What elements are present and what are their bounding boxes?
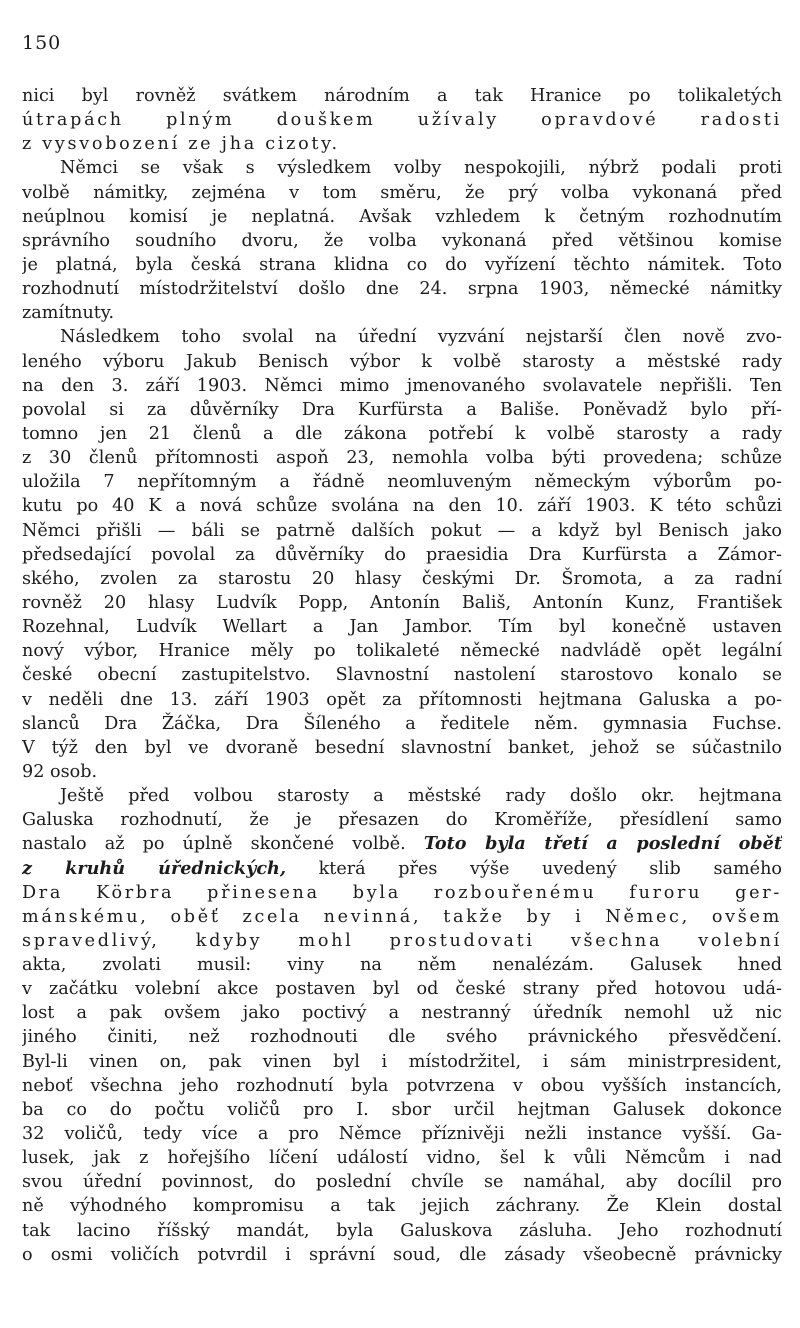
text-line: je platná, byla česká strana klidna co do vyřízení těchto námitek. Toto [22, 254, 782, 275]
text-line: tomno jen 21 členů a dle zákona potřebí k volbě starosty a rady [22, 423, 782, 444]
text-line: nastalo až po úplně skončené volbě. Toto byla třetí a poslední oběť [22, 833, 782, 855]
text-line: o osmi voličích potvrdil i správní soud, dle zásady všeobecně právnicky [22, 1244, 782, 1265]
text-line: slanců Dra Žáčka, Dra Šíleného a ředitele něm. gymnasia Fuchse. [22, 713, 782, 734]
text-line: neboť všechna jeho rozhodnutí byla potvrzena v obou vyšších instancích, [22, 1075, 782, 1096]
text-line: Ještě před volbou starosty a městské rady došlo okr. hejtmana [60, 786, 782, 807]
text-line: kutu po 40 K a nová schůze svolána na den 10. září 1903. K této schůzi [22, 496, 782, 517]
text-line: v neděli dne 13. září 1903 opět za přítomnosti hejtmana Galuska a po- [22, 689, 782, 710]
text-line: svou úřední povinnost, do poslední chvíle se namáhal, aby docílil pro [22, 1172, 782, 1193]
body-text [22, 84, 782, 1267]
text-line: lost a pak ovšem jako poctivý a nestranný úředník nemohl už nic [22, 1003, 782, 1024]
emphasized-text: Toto byla třetí a poslední oběť [423, 833, 782, 855]
text-line: povolal si za důvěrníky Dra Kurfürsta a Bališe. Poněvadž bylo pří- [22, 399, 782, 420]
page-number: 150 [22, 32, 62, 54]
text-line: správního soudního dvoru, že volba vykonaná před většinou komise [22, 230, 782, 251]
text-line: rovněž 20 hlasy Ludvík Popp, Antonín Bališ, Antonín Kunz, František [22, 592, 782, 613]
text-line: Němci se však s výsledkem volby nespokojili, nýbrž podali proti [60, 158, 782, 179]
text-line: z vysvobození ze jha cizoty. [22, 134, 340, 155]
text-line: Galuska rozhodnutí, že je přesazen do Kroměříže, přesídlení samo [22, 810, 782, 831]
text-line: v začátku volební akce postaven byl od české strany před hotovou udá- [22, 979, 782, 1000]
text-line: lusek, jak z hořejšího líčení událostí vidno, šel k vůli Němcům i nad [22, 1148, 782, 1169]
text-line: rozhodnutí místodržitelství došlo dne 24. srpna 1903, německé námitky [22, 279, 782, 300]
text-line: leného výboru Jakub Benisch výbor k volbě starosty a městské rady [22, 351, 782, 372]
text-line: z kruhů úřednických, která přes výše uvedený slib samého [22, 857, 782, 879]
text-line: z 30 členů přítomnosti aspoň 23, nemohla volba býti provedena; schůze [22, 448, 782, 469]
text-line: Následkem toho svolal na úřední vyzvání nejstarší člen nově zvo- [60, 327, 782, 348]
text-line: Byl-li vinen on, pak vinen byl i místodržitel, i sám ministrpresident, [22, 1051, 782, 1072]
text-line: akta, zvolati musil: viny na něm nenalézám. Galusek hned [22, 955, 782, 976]
text-line: ně výhodného kompromisu a tak jejich záchrany. Že Klein dostal [22, 1196, 782, 1217]
text-line: nici byl rovněž svátkem národním a tak Hranice po tolikaletých [22, 86, 782, 106]
text-line: 32 voličů, tedy více a pro Němce příznivěji nežli instance vyšší. Ga- [22, 1124, 782, 1145]
text-line: tak lacino říšský mandát, byla Galuskova zásluha. Jeho rozhodnutí [22, 1220, 782, 1241]
text-line: mánskému, oběť zcela nevinná, takže by i Němec, ovšem [22, 906, 782, 927]
text-line: uložila 7 nepřítomným a řádně neomluveným německým výborům po- [22, 472, 782, 493]
text-line: Dra Körbra přinesena byla rozbouřenému furoru ger- [22, 882, 782, 903]
text-line: nový výbor, Hranice měly po tolikaleté německé nadvládě opět legální [22, 641, 782, 662]
text-line: na den 3. září 1903. Němci mimo jmenovaného svolavatele nepřišli. Ten [22, 375, 782, 396]
text-line: ba co do počtu voličů pro I. sbor určil hejtman Galusek dokonce [22, 1099, 782, 1120]
text-line: Němci přišli — báli se patrně dalších pokut — a když byl Benisch jako [22, 520, 782, 541]
text-line: české obecní zastupitelstvo. Slavnostní nastolení starostovo konalo se [22, 665, 782, 686]
text-line: V týž den byl ve dvoraně besední slavnostní banket, jehož se súčastnilo [22, 737, 782, 758]
text-line: jiného činiti, než rozhodnouti dle svého právnického přesvědčení. [22, 1027, 782, 1048]
text-line: volbě námitky, zejména v tom směru, že prý volba vykonaná před [22, 182, 782, 203]
text-line: spravedlivý, kdyby mohl prostudovati všechna volební [22, 930, 782, 951]
text-line: Rozehnal, Ludvík Wellart a Jan Jambor. Tím byl konečně ustaven [22, 617, 782, 638]
text-line: neúplnou komisí je neplatná. Avšak vzhledem k četným rozhodnutím [22, 206, 782, 227]
text-line: ského, zvolen za starostu 20 hlasy českými Dr. Šromota, a za radní [22, 568, 782, 589]
text-line: 92 osob. [22, 761, 98, 782]
text-line: zamítnuty. [22, 303, 115, 324]
text-line: předsedající povolal za důvěrníky do praesidia Dra Kurfürsta a Zámor- [22, 544, 782, 565]
emphasized-text: z kruhů úřednických, [22, 857, 286, 879]
text-line: útrapách plným douškem užívaly opravdové radosti [22, 110, 782, 131]
